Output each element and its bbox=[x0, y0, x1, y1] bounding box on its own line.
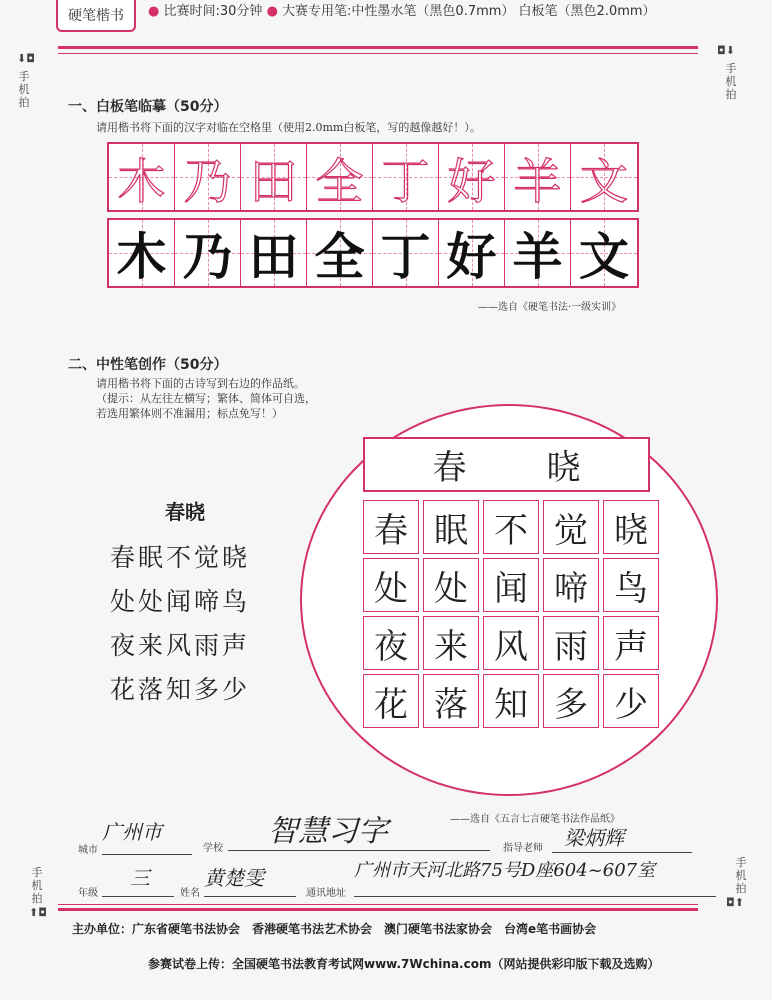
school-field[interactable] bbox=[228, 806, 490, 851]
model-char: 丁 bbox=[381, 153, 430, 210]
work-cell[interactable]: 雨 bbox=[543, 616, 599, 670]
contest-pens: 大赛专用笔:中性墨水笔（黑色0.7mm） 白板笔（黑色2.0mm） bbox=[282, 4, 656, 19]
model-char: 木 bbox=[117, 153, 166, 210]
address-field[interactable] bbox=[354, 856, 716, 897]
work-cell[interactable]: 觉 bbox=[543, 500, 599, 554]
poem-line: 春眠不觉晓 bbox=[110, 543, 251, 572]
work-title-char: 晓 bbox=[546, 448, 581, 488]
copied-char: 田 bbox=[248, 228, 299, 286]
section1-instruction: 请用楷书将下面的汉字对临在空格里（使用2.0mm白板笔，写的越像越好！）。 bbox=[96, 121, 481, 134]
grade-field[interactable] bbox=[102, 862, 174, 897]
section1-source: ——选自《硬笔书法·一级实训》 bbox=[478, 302, 622, 313]
work-cell[interactable]: 多 bbox=[543, 674, 599, 728]
work-cell[interactable]: 啼 bbox=[543, 558, 599, 612]
city-label: 城市 bbox=[78, 845, 98, 856]
camera-icon-right-top: ◘⬇ bbox=[717, 44, 735, 57]
name-value: 黄楚雯 bbox=[204, 866, 264, 890]
city-value: 广州市 bbox=[102, 820, 162, 844]
copied-char: 好 bbox=[446, 228, 497, 286]
copied-char: 文 bbox=[579, 228, 629, 286]
copied-char: 羊 bbox=[512, 228, 563, 286]
bottom-divider-thin bbox=[58, 904, 698, 905]
poem-title: 春晓 bbox=[165, 500, 205, 524]
teacher-value: 梁炳辉 bbox=[564, 826, 624, 850]
poem-line: 夜来风雨声 bbox=[110, 631, 251, 660]
model-cell bbox=[373, 144, 439, 210]
copy-cell[interactable] bbox=[373, 220, 439, 286]
school-value: 智慧习字 bbox=[268, 814, 388, 849]
section2-source: ——选自《五言七言硬笔书法作品纸》 bbox=[450, 814, 620, 825]
work-cell[interactable]: 声 bbox=[603, 616, 659, 670]
work-cell[interactable]: 处 bbox=[423, 558, 479, 612]
organizers: 主办单位：广东省硬笔书法协会 香港硬笔书法艺术协会 澳门硬笔书法家协会 台湾e笔书画协会 bbox=[72, 922, 597, 936]
city-field[interactable] bbox=[102, 816, 192, 855]
model-char: 全 bbox=[315, 153, 364, 210]
model-cell bbox=[175, 144, 241, 210]
name-label: 姓名 bbox=[180, 888, 200, 899]
work-title-box[interactable] bbox=[363, 437, 650, 492]
section2-instruction-3: 若选用繁体则不准漏用；标点免写！） bbox=[96, 407, 283, 420]
section2-title: 二、中性笔创作（50分） bbox=[68, 357, 228, 373]
copy-cell[interactable] bbox=[109, 220, 175, 286]
work-cell[interactable]: 鸟 bbox=[603, 558, 659, 612]
model-char: 乃 bbox=[183, 153, 232, 210]
section2-instruction-1: 请用楷书将下面的古诗写到右边的作品纸。 bbox=[96, 377, 305, 390]
copied-char: 全 bbox=[314, 228, 365, 286]
grade-value: 三 bbox=[130, 866, 150, 890]
work-cell[interactable]: 闻 bbox=[483, 558, 539, 612]
work-cell[interactable]: 春 bbox=[363, 500, 419, 554]
copy-cell[interactable] bbox=[439, 220, 505, 286]
model-char-row bbox=[107, 142, 639, 212]
work-cell[interactable]: 晓 bbox=[603, 500, 659, 554]
copy-cell[interactable] bbox=[175, 220, 241, 286]
bottom-divider bbox=[58, 908, 698, 911]
upload-notice: 参赛试卷上传：全国硬笔书法教育考试网www.7Wchina.com（网站提供彩印版下载及选购） bbox=[148, 957, 660, 971]
copy-cell[interactable] bbox=[505, 220, 571, 286]
model-char: 好 bbox=[447, 153, 496, 210]
work-cell[interactable]: 风 bbox=[483, 616, 539, 670]
address-value: 广州市天河北路75号D座604~607室 bbox=[354, 860, 656, 881]
name-field[interactable] bbox=[204, 862, 296, 897]
camera-icon-right-bottom: ◘⬆ bbox=[726, 896, 744, 909]
teacher-label: 指导老师 bbox=[503, 843, 543, 854]
section1-title: 一、白板笔临摹（50分） bbox=[68, 99, 228, 115]
side-label-right-bottom: 手机拍 bbox=[735, 856, 747, 895]
work-cell[interactable]: 花 bbox=[363, 674, 419, 728]
side-label-left-top: 手机拍 bbox=[18, 70, 30, 109]
copy-cell[interactable] bbox=[307, 220, 373, 286]
poem-line: 花落知多少 bbox=[110, 675, 251, 704]
top-divider-thin bbox=[58, 53, 698, 54]
model-char: 羊 bbox=[513, 153, 562, 210]
copy-cell[interactable] bbox=[571, 220, 637, 286]
top-divider bbox=[58, 46, 698, 49]
side-label-right-top: 手机拍 bbox=[725, 62, 737, 101]
work-cell[interactable]: 落 bbox=[423, 674, 479, 728]
work-cell[interactable]: 夜 bbox=[363, 616, 419, 670]
copied-char: 丁 bbox=[380, 228, 431, 286]
poem-line: 处处闻啼鸟 bbox=[110, 587, 251, 616]
model-char: 文 bbox=[579, 153, 628, 210]
work-cell[interactable]: 少 bbox=[603, 674, 659, 728]
model-cell bbox=[241, 144, 307, 210]
copied-char: 木 bbox=[116, 228, 167, 286]
work-grid[interactable] bbox=[363, 500, 659, 728]
camera-icon-left-bottom: ⬆◘ bbox=[29, 906, 47, 919]
copy-cell[interactable] bbox=[241, 220, 307, 286]
work-cell[interactable]: 来 bbox=[423, 616, 479, 670]
address-label: 通讯地址 bbox=[306, 888, 346, 899]
camera-icon-left-top: ⬇◘ bbox=[17, 52, 35, 65]
school-label: 学校 bbox=[203, 843, 223, 854]
work-cell[interactable]: 知 bbox=[483, 674, 539, 728]
work-cell[interactable]: 不 bbox=[483, 500, 539, 554]
model-cell bbox=[505, 144, 571, 210]
copy-char-row[interactable] bbox=[107, 218, 639, 288]
work-title-char: 春 bbox=[432, 448, 467, 488]
section2-instruction-2: （提示：从左往左横写；繁体、简体可自选， bbox=[96, 392, 316, 405]
copied-char: 乃 bbox=[182, 228, 233, 286]
work-cell[interactable]: 眠 bbox=[423, 500, 479, 554]
grade-label: 年级 bbox=[78, 888, 98, 899]
side-label-left-bottom: 手机拍 bbox=[31, 866, 43, 905]
model-cell bbox=[439, 144, 505, 210]
category-stamp: 硬笔楷书 bbox=[56, 0, 136, 32]
model-char: 田 bbox=[249, 153, 298, 210]
model-cell bbox=[571, 144, 637, 210]
work-cell[interactable]: 处 bbox=[363, 558, 419, 612]
model-cell bbox=[109, 144, 175, 210]
contest-info: ● 比赛时间:30分钟 ● 大赛专用笔:中性墨水笔（黑色0.7mm） 白板笔（黑色2.0mm） bbox=[148, 4, 656, 19]
contest-time: 比赛时间:30分钟 bbox=[163, 4, 263, 19]
model-cell bbox=[307, 144, 373, 210]
teacher-field[interactable] bbox=[552, 822, 692, 853]
